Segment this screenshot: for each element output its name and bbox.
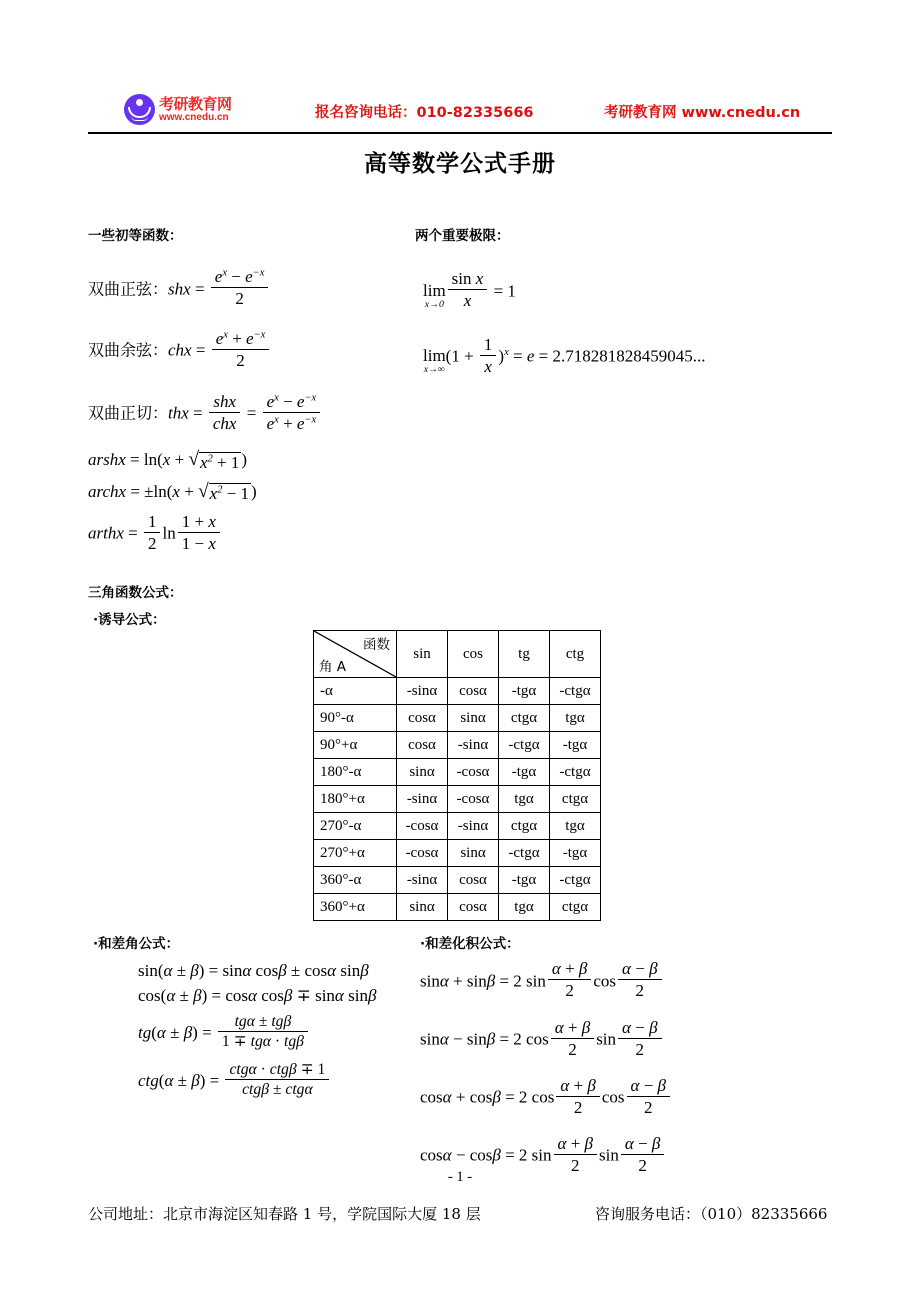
formula-archx-lhs: archx xyxy=(88,481,127,501)
table-row xyxy=(314,759,601,786)
table-cell-tg: -tgα xyxy=(499,759,550,786)
table-row xyxy=(314,732,601,759)
formula-limit-e: lim x→∞ (1 + $\frac{1}{x}$ )$^x$ = e = 2.718281828459045... xyxy=(423,334,706,376)
table-cell-cos: -cosα xyxy=(448,786,499,813)
formula-shx-label: 双曲正弦： xyxy=(88,279,169,299)
table-row-angle: 90°+α xyxy=(314,732,397,759)
table-row xyxy=(314,813,601,840)
formula-chx-label: 双曲余弦： xyxy=(88,340,169,360)
formula-archx: archx = ±ln(x + √ $x^2 - 1$ ) xyxy=(88,483,322,503)
sum-difference-formulas xyxy=(138,962,376,1110)
formula-sin-sum: sin(α ± β) = sinα cosβ ± cosα sinβ xyxy=(138,961,369,980)
table-cell-tg: -ctgα xyxy=(499,732,550,759)
formula-cos-sum: cos(α ± β) = cosα cosβ ∓ sinα sinβ xyxy=(138,986,377,1005)
table-corner-angle-label: 角 A xyxy=(319,659,347,675)
formula-cos-minus-cos: cosα − cosβ = 2 sin $\frac{\alpha + \beta}{2}$ sin $\frac{\alpha - \beta}{2}$ xyxy=(420,1136,672,1177)
table-cell-sin: -cosα xyxy=(397,840,448,867)
table-cell-cos: -sinα xyxy=(448,813,499,840)
limit2-value: 2.718281828459045... xyxy=(552,346,706,366)
table-cell-sin: sinα xyxy=(397,894,448,921)
formula-thx-lhs: thx xyxy=(168,403,189,423)
footer-address: 公司地址：北京市海淀区知春路 1 号，学院国际大厦 18 层 xyxy=(88,1205,481,1223)
table-row xyxy=(314,867,601,894)
product-sum-formulas xyxy=(420,959,672,1186)
formula-arthx: arthx = $\frac{1}{2}$ ln $\frac{1 + x}{1 - x}$ xyxy=(88,514,322,555)
table-cell-tg: -tgα xyxy=(499,678,550,705)
cnedu-logo-icon xyxy=(124,94,155,125)
table-row-angle: 360°-α xyxy=(314,867,397,894)
formula-shx-lhs: shx xyxy=(168,279,191,299)
logo-sun-shape xyxy=(136,99,143,106)
table-cell-tg: tgα xyxy=(499,894,550,921)
heading-induction-formulas: ·诱导公式： xyxy=(93,612,166,628)
formula-cos-plus-cos: cosα + cosβ = 2 cos $\frac{\alpha + \beta}{2}$ cos $\frac{\alpha - \beta}{2}$ xyxy=(420,1078,672,1119)
table-cell-ctg: -tgα xyxy=(550,732,601,759)
table-cell-tg: ctgα xyxy=(499,705,550,732)
limit-formulas xyxy=(423,269,706,387)
limit1-value: 1 xyxy=(507,281,516,301)
table-body xyxy=(314,631,601,921)
logo-text xyxy=(159,94,232,123)
induction-formula-table xyxy=(313,630,601,921)
page-header xyxy=(88,92,832,134)
table-cell-tg: ctgα xyxy=(499,813,550,840)
table-cell-ctg: ctgα xyxy=(550,786,601,813)
table-cell-cos: -sinα xyxy=(448,732,499,759)
table-row xyxy=(314,894,601,921)
table-cell-cos: sinα xyxy=(448,705,499,732)
table-cell-cos: cosα xyxy=(448,867,499,894)
formula-ctg-sum: ctg(α ± β) = $\frac{\text{ctgα · ctgβ ∓ 1}}{\text{ctgβ ± ctgα}}$ xyxy=(138,1063,376,1101)
table-col-header-sin: sin xyxy=(397,631,448,678)
table-corner-cell xyxy=(314,631,397,678)
elementary-formulas xyxy=(88,267,322,564)
logo-wave-shape xyxy=(131,116,148,121)
table-cell-ctg: -tgα xyxy=(550,840,601,867)
heading-important-limits: 两个重要极限： xyxy=(415,228,510,244)
table-row xyxy=(314,678,601,705)
table-cell-cos: -cosα xyxy=(448,759,499,786)
formula-thx-label: 双曲正切： xyxy=(88,403,169,423)
formula-tg-sum: tg(α ± β) = $\frac{\text{tgα ± tgβ}}{\text{1 ∓ tgα · tgβ}}$ xyxy=(138,1015,376,1053)
table-cell-cos: cosα xyxy=(448,894,499,921)
table-cell-sin: -sinα xyxy=(397,678,448,705)
formula-arthx-lhs: arthx xyxy=(88,523,124,543)
footer-service-phone: 咨询服务电话：（010）82335666 xyxy=(595,1205,828,1223)
heading-elementary-functions: 一些初等函数： xyxy=(88,228,183,244)
table-cell-ctg: ctgα xyxy=(550,894,601,921)
table-row-angle: 360°+α xyxy=(314,894,397,921)
table-row-angle: -α xyxy=(314,678,397,705)
table-row xyxy=(314,840,601,867)
table-cell-tg: tgα xyxy=(499,786,550,813)
formula-shx: 双曲正弦：shx = $\frac{e^x - e^{-x}}{2}$ xyxy=(88,270,322,311)
table-col-header-cos: cos xyxy=(448,631,499,678)
table-cell-ctg: -ctgα xyxy=(550,678,601,705)
table-row-angle: 270°+α xyxy=(314,840,397,867)
table-cell-sin: -sinα xyxy=(397,786,448,813)
table-row xyxy=(314,705,601,732)
table-cell-cos: sinα xyxy=(448,840,499,867)
table-cell-sin: -sinα xyxy=(397,867,448,894)
table-cell-tg: -ctgα xyxy=(499,840,550,867)
page-number: - 1 - xyxy=(447,1169,473,1185)
table-corner-function-label: 函数 xyxy=(363,637,390,653)
heading-sum-difference-formulas: ·和差角公式： xyxy=(93,936,180,952)
table-cell-ctg: -ctgα xyxy=(550,759,601,786)
heading-trig-formulas: 三角函数公式： xyxy=(88,585,183,601)
table-cell-sin: -cosα xyxy=(397,813,448,840)
table-row-angle: 270°-α xyxy=(314,813,397,840)
table-cell-sin: sinα xyxy=(397,759,448,786)
logo-name: 考研教育网 xyxy=(159,94,232,113)
table-cell-sin: cosα xyxy=(397,705,448,732)
table-cell-tg: -tgα xyxy=(499,867,550,894)
formula-arshx-lhs: arshx xyxy=(88,450,126,470)
site-logo xyxy=(124,94,232,125)
table-col-header-ctg: ctg xyxy=(550,631,601,678)
table-row xyxy=(314,786,601,813)
logo-url: www.cnedu.cn xyxy=(159,111,229,123)
formula-chx: 双曲余弦：chx = $\frac{e^x + e^{-x}}{2}$ xyxy=(88,331,322,372)
formula-sin-plus-sin: sinα + sinβ = 2 sin $\frac{\alpha + \beta}{2}$ cos $\frac{\alpha - \beta}{2}$ xyxy=(420,962,672,1003)
formula-limit-sinx-over-x: lim x→0 $\frac{\text{sin x}}{x}$ = 1 xyxy=(423,269,516,311)
formula-thx: 双曲正切：thx = $\frac{\text{shx}}{\text{chx}}$ = $\frac{e^x - e^{-x}}{e^x + e^{-x}}$ xyxy=(88,394,322,435)
table-cell-sin: cosα xyxy=(397,732,448,759)
formula-chx-lhs: chx xyxy=(168,340,192,360)
table-col-header-tg: tg xyxy=(499,631,550,678)
table-row-angle: 180°-α xyxy=(314,759,397,786)
formula-sin-minus-sin: sinα − sinβ = 2 cos $\frac{\alpha + \beta}{2}$ sin $\frac{\alpha - \beta}{2}$ xyxy=(420,1020,672,1061)
header-site-label: 考研教育网 www.cnedu.cn xyxy=(604,105,801,121)
page-title: 高等数学公式手册 xyxy=(364,151,556,177)
header-phone-label: 报名咨询电话：010-82335666 xyxy=(315,105,534,121)
table-row-angle: 90°-α xyxy=(314,705,397,732)
heading-product-sum-formulas: ·和差化积公式： xyxy=(420,936,520,952)
table-row-angle: 180°+α xyxy=(314,786,397,813)
table-cell-ctg: tgα xyxy=(550,813,601,840)
table-cell-ctg: tgα xyxy=(550,705,601,732)
table-cell-cos: cosα xyxy=(448,678,499,705)
formula-arshx: arshx = ln(x + √ $x^2 + 1$ ) xyxy=(88,451,322,471)
table-cell-ctg: -ctgα xyxy=(550,867,601,894)
table-header-row xyxy=(314,631,601,678)
